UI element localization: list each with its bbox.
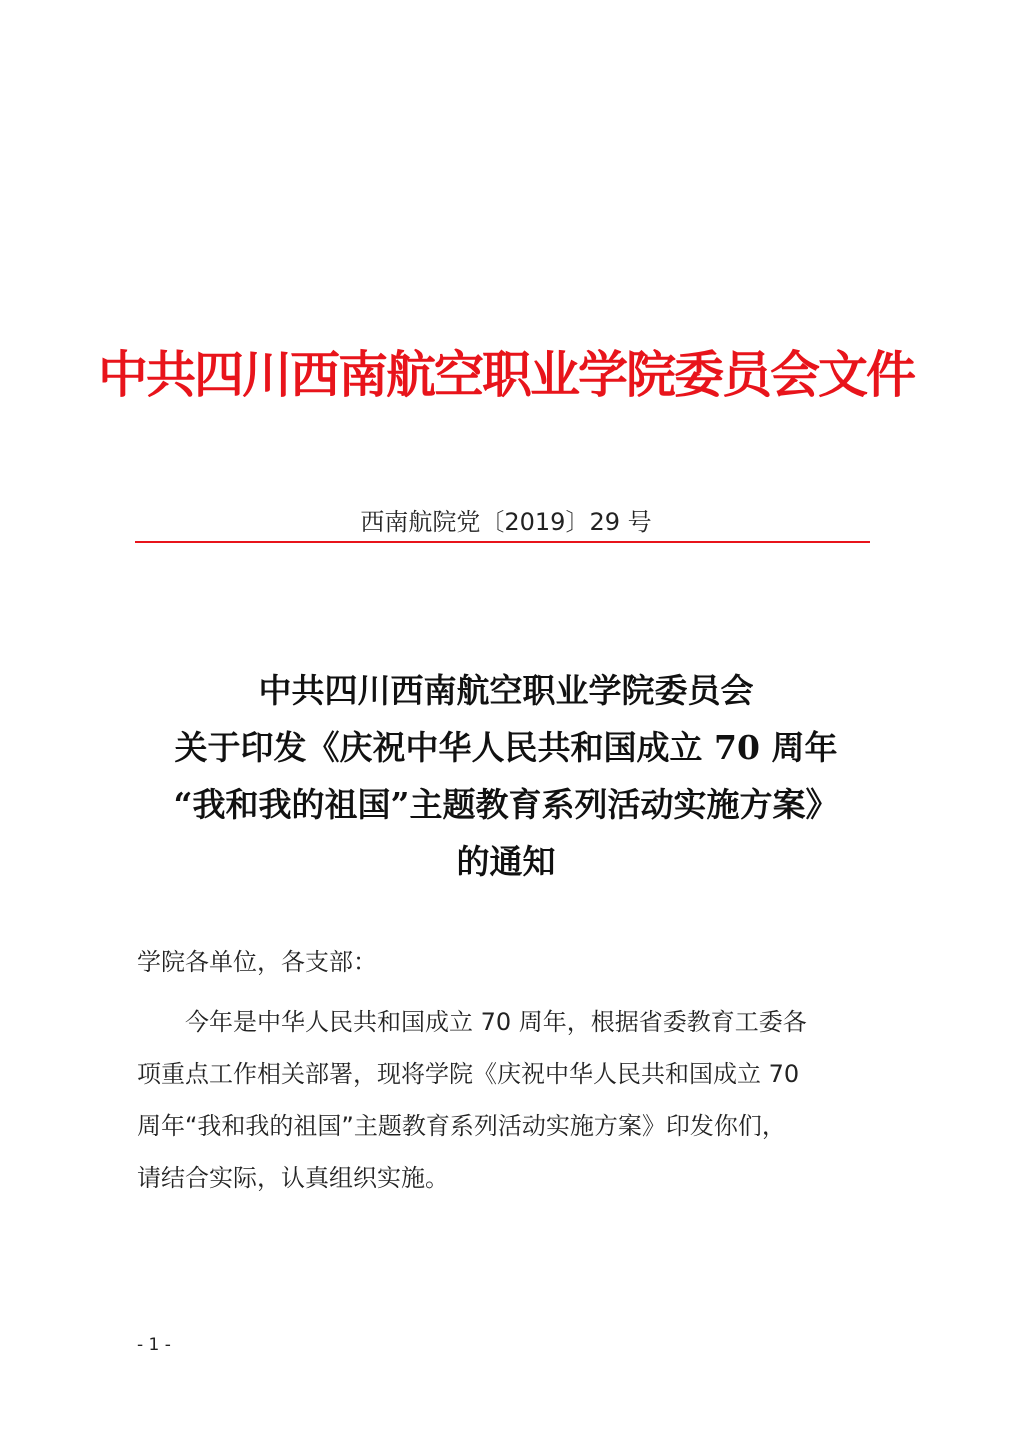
title-line: 中共四川西南航空职业学院委员会 xyxy=(258,671,754,710)
title-line: 的通知 xyxy=(456,842,556,881)
document-number: 西南航院党〔2019〕29 号 xyxy=(360,508,652,536)
issuer-heading: 中共四川西南航空职业学院委员会文件 xyxy=(98,345,914,404)
body-line: 项重点工作相关部署，现将学院《庆祝中华人民共和国成立 70 xyxy=(137,1060,800,1088)
body-line: 今年是中华人民共和国成立 70 周年，根据省委教育工委各 xyxy=(185,1008,807,1036)
red-divider-line xyxy=(135,541,870,543)
notice-title xyxy=(0,662,1012,890)
body-paragraph xyxy=(137,996,887,1204)
body-line: 周年“我和我的祖国”主题教育系列活动实施方案》印发你们， xyxy=(137,1112,786,1140)
title-line: 关于印发《庆祝中华人民共和国成立 70 周年 xyxy=(174,728,838,767)
page-number: - 1 - xyxy=(137,1335,171,1355)
title-line: “我和我的祖国”主题教育系列活动实施方案》 xyxy=(173,785,839,824)
body-line: 请结合实际，认真组织实施。 xyxy=(137,1164,449,1192)
salutation: 学院各单位，各支部： xyxy=(137,948,377,976)
